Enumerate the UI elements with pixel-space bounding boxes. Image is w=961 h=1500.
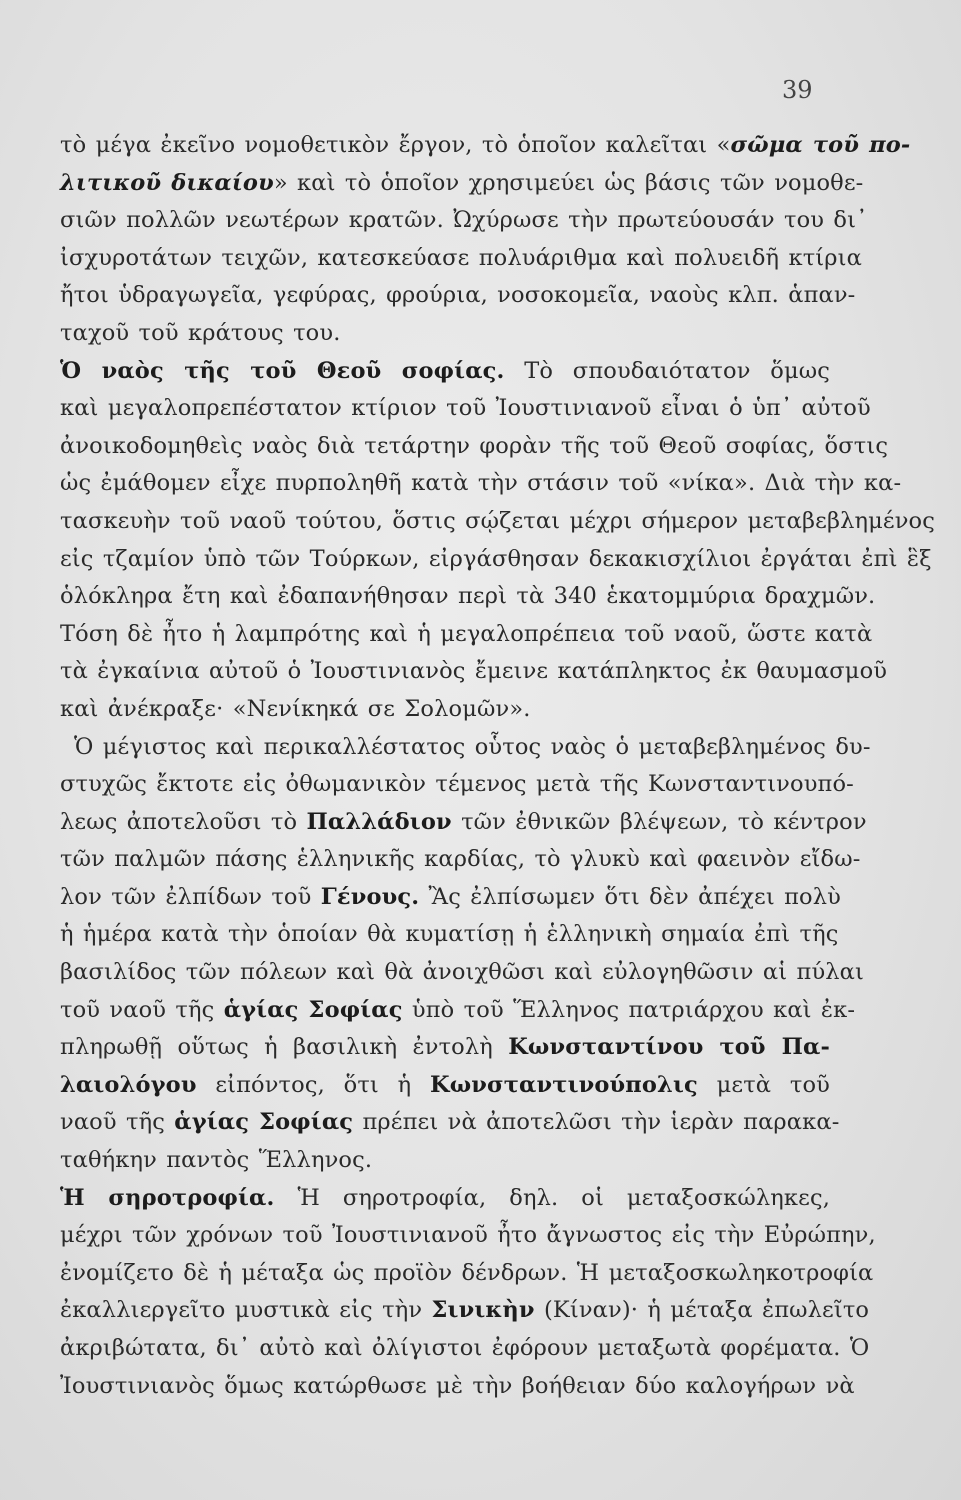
text-line — [60, 653, 888, 691]
text-line — [60, 954, 865, 992]
text-segment: βασιλίδος τῶν πόλεων καὶ θὰ ἀνοιχθῶσι καὶ εὐλογηθῶσιν αἱ πύλαι — [60, 959, 865, 986]
text-segment: ἀκριβώτατα, δι᾿ αὐτὸ καὶ ὀλίγιστοι ἐφόρουν μεταξωτὰ φορέματα. Ὁ — [60, 1335, 870, 1361]
text-line — [60, 465, 902, 503]
text-line — [60, 916, 839, 954]
text-line — [60, 428, 889, 466]
text-segment: τὸ μέγα ἐκεῖνο νομοθετικὸν ἔργον, τὸ ὁποῖον καλεῖται « — [60, 132, 731, 158]
text-line — [60, 578, 876, 616]
text-segment: τὰ ἐγκαίνια αὐτοῦ ὁ Ἰουστινιανὸς ἔμεινε κατάπληκτος ἐκ θαυμασμοῦ — [60, 658, 888, 685]
text-line — [60, 1142, 830, 1180]
text-segment: ἀνοικοδομηθεὶς ναὸς διὰ τετάρτην φορὰν τῆς τοῦ Θεοῦ σοφίας, ὅστις — [60, 432, 889, 459]
text-line — [60, 616, 873, 654]
emphasized-text: ἁγίας Σοφίας — [174, 1109, 354, 1136]
text-segment: Ὁ μέγιστος καὶ περικαλλέστατος οὗτος ναὸς ὁ μεταβεβλημένος δυ- — [74, 733, 871, 760]
text-segment: σιῶν πολλῶν νεωτέρων κρατῶν. Ὠχύρωσε τὴν πρωτεύουσάν του δι᾿ — [60, 207, 868, 234]
emphasized-text: Κωνσταντινούπολις — [429, 1071, 698, 1098]
text-line — [60, 1180, 830, 1218]
text-line — [60, 1029, 830, 1067]
text-segment: ἤτοι ὑδραγωγεῖα, γεφύρας, φρούρια, νοσοκομεῖα, ναοὺς κλπ. ἁπαν- — [60, 282, 856, 309]
text-line — [60, 353, 830, 391]
text-line — [60, 165, 864, 203]
emphasized-text: ἁγίας Σοφίας — [223, 996, 403, 1023]
text-line — [60, 390, 871, 428]
text-line — [60, 503, 936, 541]
text-segment: στυχῶς ἔκτοτε εἰς ὀθωμανικὸν τέμενος μετὰ τῆς Κωνσταντινουπό- — [60, 771, 854, 798]
emphasized-text: Ὁ ναὸς τῆς τοῦ Θεοῦ σοφίας. — [60, 357, 505, 384]
text-segment: τῶν παλμῶν πάσης ἑλληνικῆς καρδίας, τὸ γλυκὺ καὶ φαεινὸν εἴδω- — [60, 846, 861, 873]
text-segment: πληρωθῇ οὕτως ἡ βασιλικὴ ἐντολὴ — [60, 1034, 509, 1061]
text-segment: εἰς τζαμίον ὑπὸ τῶν Τούρκων, εἰργάσθησαν δεκακισχίλιοι ἐργάται ἐπὶ ἓξ — [60, 545, 932, 572]
text-line — [60, 729, 871, 767]
text-segment: τοῦ ναοῦ τῆς — [60, 996, 224, 1023]
emphasized-text: Κωνσταντίνου τοῦ Πα- — [508, 1034, 830, 1061]
text-segment: τασκευὴν τοῦ ναοῦ τούτου, ὅστις σῴζεται μέχρι σήμερον μεταβεβλημένος — [60, 507, 936, 534]
text-line — [60, 1067, 830, 1105]
text-segment: ἐνομίζετο δὲ ἡ μέταξα ὡς προϊὸν δένδρων. Ἡ μεταξοσκωληκοτροφία — [60, 1259, 874, 1286]
text-line — [60, 1104, 840, 1142]
text-line — [60, 277, 856, 315]
text-segment: ἐκαλλιεργεῖτο μυστικὰ εἰς τὴν — [60, 1297, 432, 1324]
text-segment: ὑπὸ τοῦ Ἕλληνος πατριάρχου καὶ ἐκ- — [402, 996, 856, 1023]
text-segment: ἡ ἡμέρα κατὰ τὴν ὁποίαν θὰ κυματίσῃ ἡ ἑλληνικὴ σημαία ἐπὶ τῆς — [60, 921, 839, 948]
text-segment: Ἰουστινιανὸς ὅμως κατώρθωσε μὲ τὴν βοήθειαν δύο καλογήρων νὰ — [60, 1372, 855, 1399]
text-line — [60, 1330, 870, 1368]
emphasized-text: σῶμα τοῦ πο- — [730, 132, 911, 158]
text-line — [60, 541, 932, 579]
text-segment: ναοῦ τῆς — [60, 1109, 175, 1136]
text-segment: λεως ἀποτελοῦσι τὸ — [60, 808, 307, 835]
text-segment: τῶν ἐθνικῶν βλέψεων, τὸ κέντρον — [451, 808, 867, 835]
page-number: 39 — [782, 76, 813, 104]
text-line — [60, 315, 830, 353]
text-line — [60, 1292, 870, 1330]
text-line — [60, 1217, 876, 1255]
text-segment: Τὸ σπουδαιότατον ὅμως — [504, 357, 830, 384]
emphasized-text: Σινικὴν — [431, 1297, 535, 1324]
text-segment: ταχοῦ τοῦ κράτους του. — [60, 319, 341, 346]
text-line — [60, 992, 856, 1030]
text-segment: Ἡ σηροτροφία, δηλ. οἱ μεταξοσκώληκες, — [274, 1184, 830, 1211]
emphasized-text: Ἡ σηροτροφία. — [60, 1184, 275, 1211]
text-line — [60, 1255, 874, 1293]
text-segment: καὶ ἀνέκραξε· «Νενίκηκά σε Σολομῶν». — [60, 695, 531, 722]
text-segment: ὁλόκληρα ἔτη καὶ ἐδαπανήθησαν περὶ τὰ 340 ἑκατομμύρια δραχμῶν. — [60, 583, 876, 610]
text-line — [60, 841, 861, 879]
emphasized-text: λιτικοῦ δικαίου — [60, 169, 274, 196]
text-line — [60, 804, 867, 842]
text-segment: πρέπει νὰ ἀποτελῶσι τὴν ἱερὰν παρακα- — [353, 1109, 840, 1136]
text-segment: μετὰ τοῦ — [697, 1071, 830, 1098]
emphasized-text: Παλλάδιον — [306, 808, 452, 835]
text-segment: ὡς ἐμάθομεν εἶχε πυρποληθῆ κατὰ τὴν στάσιν τοῦ «νίκα». Διὰ τὴν κα- — [60, 470, 902, 497]
text-line — [60, 691, 830, 729]
text-line — [60, 766, 854, 804]
body-text — [60, 127, 936, 1405]
text-segment: λον τῶν ἐλπίδων τοῦ — [60, 883, 321, 910]
text-segment: » καὶ τὸ ὁποῖον χρησιμεύει ὡς βάσις τῶν νομοθε- — [273, 169, 864, 196]
text-line — [60, 1368, 855, 1406]
text-segment: ταθήκην παντὸς Ἕλληνος. — [60, 1147, 373, 1174]
text-line — [60, 879, 841, 917]
text-segment: Ἂς ἐλπίσωμεν ὅτι δὲν ἀπέχει πολὺ — [419, 883, 841, 910]
text-segment: Τόση δὲ ἦτο ἡ λαμπρότης καὶ ἡ μεγαλοπρέπεια τοῦ ναοῦ, ὥστε κατὰ — [60, 620, 873, 647]
text-segment: εἰπόντος, ὅτι ἡ — [196, 1071, 430, 1098]
text-segment: μέχρι τῶν χρόνων τοῦ Ἰουστινιανοῦ ἦτο ἄγνωστος εἰς τὴν Εὐρώπην, — [60, 1222, 876, 1249]
text-segment: καὶ μεγαλοπρεπέστατον κτίριον τοῦ Ἰουστινιανοῦ εἶναι ὁ ὑπ᾿ αὐτοῦ — [60, 395, 871, 422]
text-line — [60, 202, 868, 240]
text-segment: ἰσχυροτάτων τειχῶν, κατεσκεύασε πολυάριθμα καὶ πολυειδῆ κτίρια — [60, 244, 862, 271]
emphasized-text: λαιολόγου — [60, 1071, 197, 1098]
text-line — [60, 127, 911, 165]
emphasized-text: Γένους. — [320, 883, 420, 910]
text-line — [60, 240, 862, 278]
text-segment: (Κίναν)· ἡ μέταξα ἐπωλεῖτο — [534, 1297, 870, 1324]
